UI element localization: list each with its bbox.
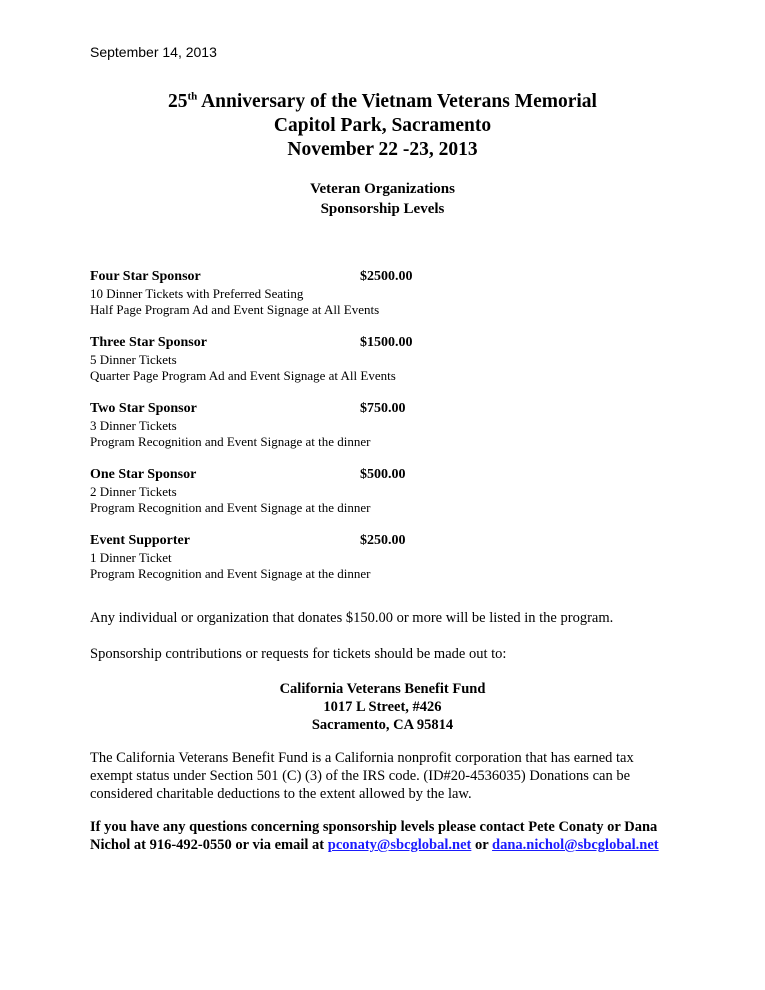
level-two-star	[90, 400, 650, 450]
address-line-2: 1017 L Street, #426	[323, 699, 442, 715]
level-name: Three Star Sponsor	[90, 335, 207, 350]
document-date: September 14, 2013	[90, 44, 217, 60]
subtitle-line-1: Veteran Organizations	[310, 181, 455, 197]
level-detail: Program Recognition and Event Signage at the dinner	[90, 566, 371, 581]
mailing-address	[0, 680, 765, 734]
contribution-note: Sponsorship contributions or requests for tickets should be made out to:	[90, 646, 507, 662]
title-line-1: 25th Anniversary of the Vietnam Veterans Memorial	[168, 90, 597, 112]
level-event-supporter	[90, 532, 650, 582]
donation-note: Any individual or organization that donates $150.00 or more will be listed in the program.	[90, 610, 614, 626]
level-detail: Quarter Page Program Ad and Event Signage at All Events	[90, 368, 396, 383]
nonprofit-note: The California Veterans Benefit Fund is a California nonprofit corporation that has earned tax exempt status under Section 501 (C) (3) of the IRS code. (ID#20-4536035) Donations can be considered charitable deductions to the extent allowed by the law.	[90, 750, 634, 802]
address-line-1: California Veterans Benefit Fund	[279, 681, 486, 697]
address-line-3: Sacramento, CA 95814	[311, 717, 454, 733]
level-price: $2500.00	[360, 269, 413, 284]
level-detail: 5 Dinner Tickets	[90, 352, 177, 367]
page-title	[0, 90, 765, 162]
level-four-star	[90, 268, 650, 318]
level-price: $1500.00	[360, 335, 413, 350]
level-detail: 3 Dinner Tickets	[90, 418, 177, 433]
email-link-pconaty[interactable]: pconaty@sbcglobal.net	[327, 837, 472, 853]
level-price: $500.00	[360, 467, 406, 482]
title-line-3: November 22 -23, 2013	[287, 139, 478, 160]
level-name: Event Supporter	[90, 533, 190, 548]
level-one-star	[90, 466, 650, 516]
email-link-dana-nichol[interactable]: dana.nichol@sbcglobal.net	[492, 837, 659, 853]
level-price: $750.00	[360, 401, 406, 416]
level-price: $250.00	[360, 533, 406, 548]
level-detail: 2 Dinner Tickets	[90, 484, 177, 499]
level-detail: 1 Dinner Ticket	[90, 550, 172, 565]
contact-info: If you have any questions concerning sponsorship levels please contact Pete Conaty or Dana Nichol at 916-492-0550 or via email at pconaty@sbcglobal.net or dana.nichol@sbcglobal.net	[90, 819, 659, 853]
subtitle-line-2: Sponsorship Levels	[320, 201, 445, 217]
level-detail: 10 Dinner Tickets with Preferred Seating	[90, 286, 304, 301]
level-name: Four Star Sponsor	[90, 269, 201, 284]
subtitle	[0, 179, 765, 219]
level-detail: Program Recognition and Event Signage at the dinner	[90, 500, 371, 515]
level-detail: Half Page Program Ad and Event Signage at All Events	[90, 302, 380, 317]
level-name: One Star Sponsor	[90, 467, 197, 482]
level-three-star	[90, 334, 650, 384]
level-name: Two Star Sponsor	[90, 401, 197, 416]
sponsorship-levels	[90, 268, 650, 598]
level-detail: Program Recognition and Event Signage at the dinner	[90, 434, 371, 449]
title-line-2: Capitol Park, Sacramento	[273, 115, 492, 136]
